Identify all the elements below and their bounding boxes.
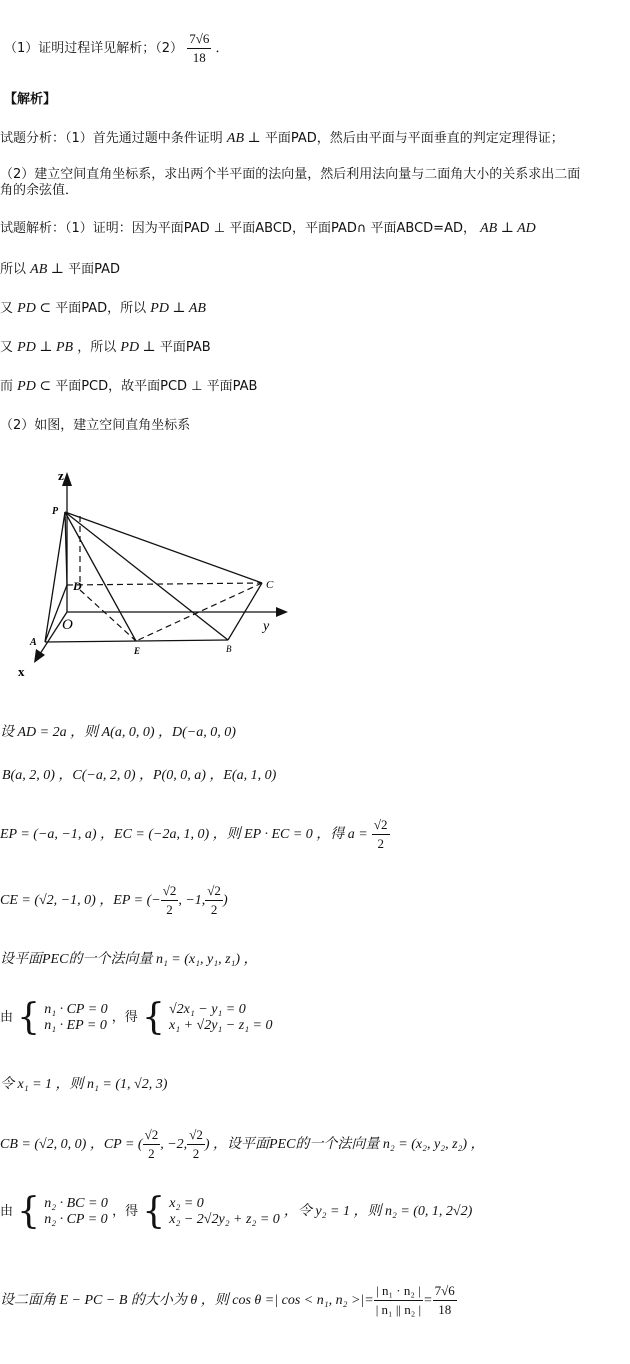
system-2b: x₂ = 0 x₂ − 2√2y₂ + z₂ = 0 [169, 1196, 280, 1227]
system-2a: n₂ · BC = 0 n₂ · CP = 0 [44, 1196, 108, 1227]
edge-ab [45, 640, 228, 642]
solution-line-2: 所以 AB ⊥ 平面PAD [0, 262, 120, 277]
edge-pc [65, 512, 262, 583]
label-a: A [30, 637, 37, 648]
calc-line-9: 由 { n₂ · BC = 0 n₂ · CP = 0 ，得 { x₂ = 0 x₂ − 2√2y₂ + z₂ = 0 ，令 y₂ = 1 ，则 n₂ = (0, 1, 2√2) [0, 1191, 473, 1232]
label-d: D [73, 579, 82, 593]
label-x: x [18, 664, 25, 679]
solution-line-4: 又 PD ⊥ PB ，所以 PD ⊥ 平面PAB [0, 340, 211, 355]
label-o: O [62, 617, 73, 633]
system-1a: n₁ · CP = 0 n₁ · EP = 0 [44, 1002, 108, 1033]
edge-pb [65, 512, 228, 640]
answer-part1: （1）证明过程详见解析；（2） [4, 41, 184, 56]
solution-line-3: 又 PD ⊂ 平面PAD，所以 PD ⊥ AB [0, 301, 206, 316]
edge-dc [67, 583, 262, 585]
edge-pe [65, 512, 136, 641]
label-z: z [58, 468, 64, 483]
system-1b: √2x₁ − y₁ = 0 x₁ + √2y₁ − z₁ = 0 [169, 1002, 273, 1033]
label-y: y [263, 619, 270, 634]
calc-line-3: EP = (−a, −1, a) ，EC = (−2a, 1, 0) ，则 EP · EC = 0 ，得 a = $\frac{√2}{2}$ [0, 817, 388, 851]
label-c: C [266, 579, 274, 591]
solution-line-6: （2）如图，建立空间直角坐标系 [0, 418, 191, 433]
label-e: E [134, 646, 141, 656]
solution-line-1: 试题解析：（1）证明：因为平面PAD ⊥ 平面ABCD，平面PAD∩ 平面ABCD=AD， AB ⊥ AD [0, 221, 536, 236]
calc-line-6: 由 { n₁ · CP = 0 n₁ · EP = 0 ，得 { √2x₁ − y₁ = 0 x₁ + √2y₁ − z₁ = 0 [0, 997, 273, 1038]
calc-line-7: 令 x₁ = 1 ，则 n₁ = (1, √2, 3) [0, 1077, 168, 1092]
answer-line: （1）证明过程详见解析；（2） $\frac{7√6}{18}$ ． [4, 31, 229, 65]
edge-ad [45, 585, 67, 642]
calc-line-4: CE = (√2, −1, 0) ，EP = (− $\frac{√2}{2}$ , −1, $\frac{√2}{2}$ ) [0, 883, 228, 917]
section-title: 【解析】 [4, 92, 57, 107]
x-arrow [34, 649, 45, 663]
analysis-p2-line2: 角的余弦值． [0, 183, 79, 198]
analysis-p2-line1: （2）建立空间直角坐标系，求出两个半平面的法向量，然后利用法向量与二面角大小的关系求出二面 [0, 167, 581, 182]
label-b: B [226, 644, 232, 654]
calc-line-2: B(a, 2, 0) ，C(−a, 2, 0) ，P(0, 0, a) ，E(a, 1, 0) [2, 768, 277, 783]
calc-line-1: 设 AD = 2a ，则 A(a, 0, 0) ，D(−a, 0, 0) [0, 725, 236, 740]
coordinate-figure [0, 452, 300, 692]
analysis-p1: 试题分析：（1）首先通过题中条件证明 AB ⊥ 平面PAD，然后由平面与平面垂直的判定定理得证； [0, 131, 564, 146]
solution-line-5: 而 PD ⊂ 平面PCD，故平面PCD ⊥ 平面PAB [0, 379, 258, 394]
answer-fraction: $\frac{7√6}{18}$ [189, 31, 210, 65]
edge-de [80, 590, 136, 641]
calc-line-10: 设二面角 E − PC − B 的大小为 θ ，则 cos θ =| cos < n₁, n₂ >|= $\frac{\text{| n₁ · n₂ |}}{\text{| n₁ || n₂ |}}$ = $\frac{7√6}{18}$ [0, 1283, 455, 1317]
calc-line-5: 设平面PEC的一个法向量 n₁ = (x₁, y₁, z₁) ， [0, 952, 258, 967]
label-p: P [52, 506, 59, 517]
calc-line-8: CB = (√2, 0, 0) ，CP = ( $\frac{√2}{2}$ , −2, $\frac{√2}{2}$ ) ，设平面PEC的一个法向量 n₂ = (x₂, y₂, z₂) ， [0, 1127, 485, 1161]
y-arrow [276, 607, 288, 617]
